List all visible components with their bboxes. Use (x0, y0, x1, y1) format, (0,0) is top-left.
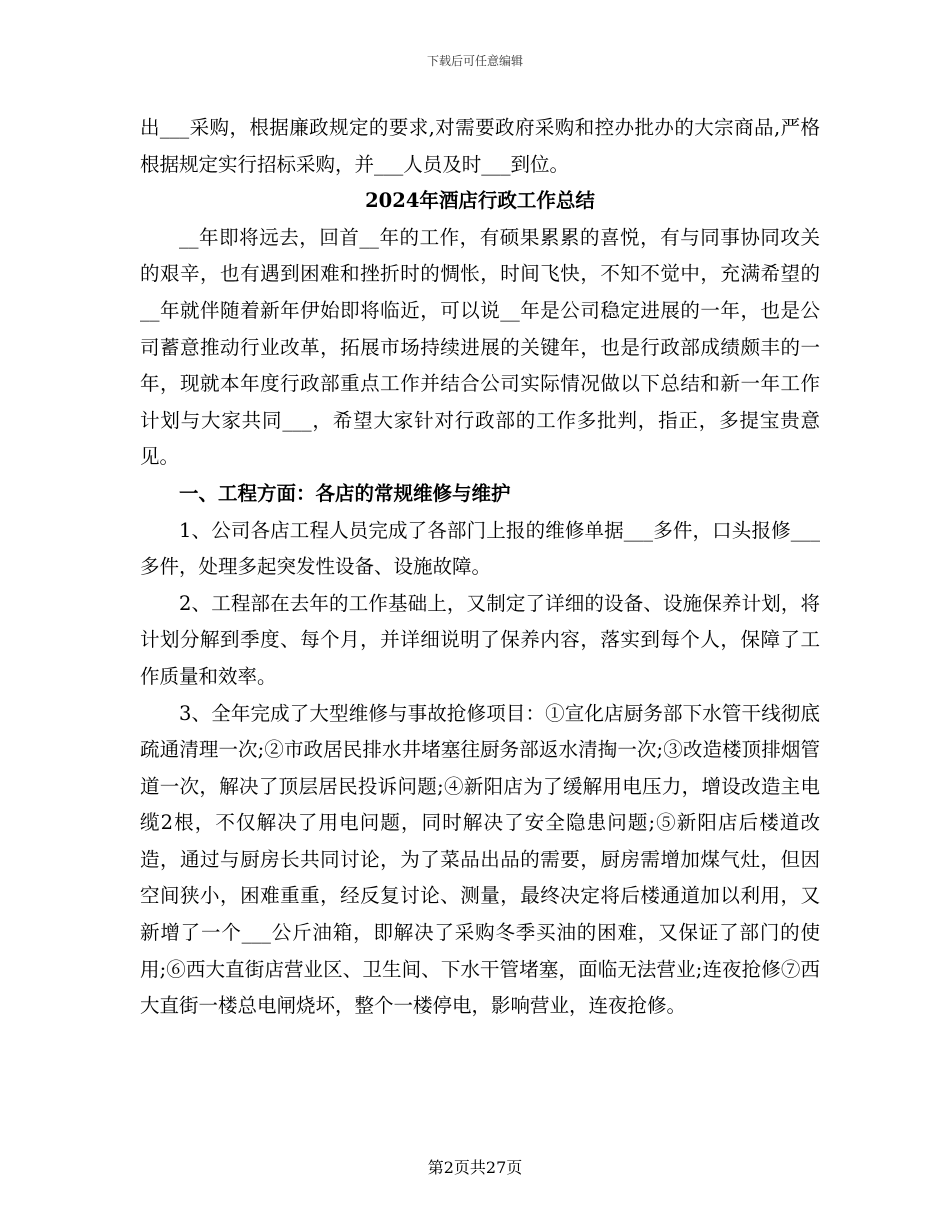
list-item-3: 3、全年完成了大型维修与事故抢修项目：①宣化店厨务部下水管干线彻底疏通清理一次;②市政居民排水井堵塞往厨务部返水清掏一次;③改造楼顶排烟管道一次，解决了顶层居民投诉问题;④新阳店为了缓解用电压力，增设改造主电缆2根，不仅解决了用电问题，同时解决了安全隐患问题;⑤新阳店后楼道改造，通过与厨房长共同讨论，为了菜品出品的需要，厨房需增加煤气灶，但因空间狭小，困难重重，经反复讨论、测量，最终决定将后楼通道加以利用，又新增了一个___公斤油箱，即解决了采购冬季买油的困难，又保证了部门的使用;⑥西大直街店营业区、卫生间、下水干管堵塞，面临无法营业;连夜抢修⑦西大直街一楼总电闸烧坏，整个一楼停电，影响营业，连夜抢修。 (140, 701, 820, 1018)
intro-paragraph: 出___采购，根据廉政规定的要求,对需要政府采购和控办批办的大宗商品,严格根据规定实行招标采购，并___人员及时___到位。 (140, 116, 820, 176)
header-note: 下载后可任意编辑 (426, 54, 523, 68)
page-indicator: 第2页共27页 (427, 1158, 523, 1177)
document-body (140, 110, 820, 1025)
section-heading-engineering: 一、工程方面：各店的常规维修与维护 (179, 481, 511, 505)
list-item-1: 1、公司各店工程人员完成了各部门上报的维修单据___多件，口头报修___多件，处理多起突发性设备、设施故障。 (140, 518, 820, 579)
summary-paragraph: __年即将远去，回首__年的工作，有硕果累累的喜悦，有与同事协同攻关的艰辛，也有遇到困难和挫折时的惆怅，时间飞快，不知不觉中，充满希望的__年就伴随着新年伊始即将临近，可以说__年是公司稳定进展的一年，也是公司蓄意推动行业改革，拓展市场持续进展的关键年，也是行政部成绩颇丰的一年，现就本年度行政部重点工作并结合公司实际情况做以下总结和新一年工作计划与大家共同___，希望大家针对行政部的工作多批判，指正，多提宝贵意见。 (140, 225, 820, 469)
document-title: 2024年酒店行政工作总结 (365, 189, 595, 213)
list-item-2: 2、工程部在去年的工作基础上，又制定了详细的设备、设施保养计划，将计划分解到季度、每个月，并详细说明了保养内容，落实到每个人，保障了工作质量和效率。 (140, 591, 820, 688)
